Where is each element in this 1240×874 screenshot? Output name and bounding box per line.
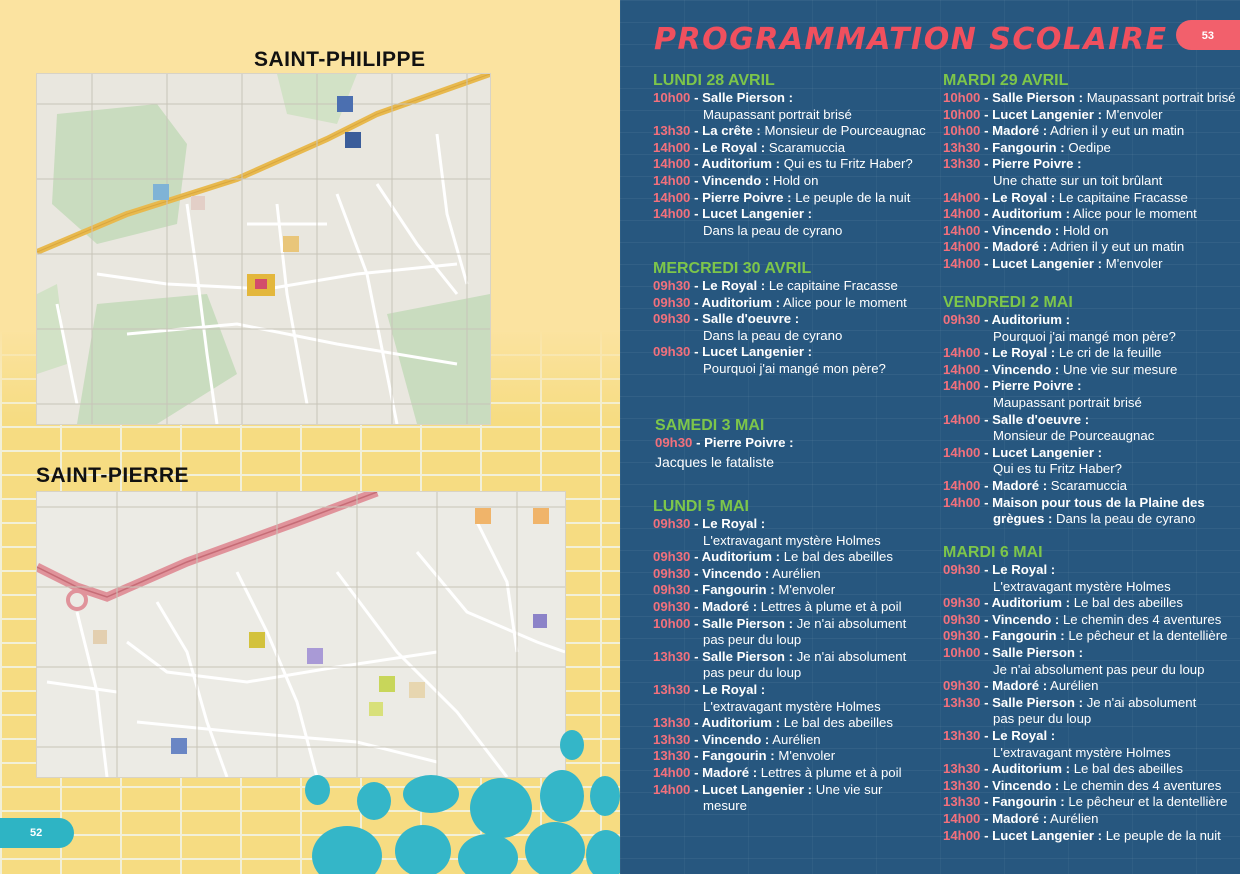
entry-continuation: pas peur du loup (703, 665, 802, 681)
entry-time: 13h30 (653, 123, 691, 139)
entry-continuation: Maupassant portrait brisé (993, 394, 1142, 410)
entry-continuation: Dans la peau de cyrano (703, 222, 843, 238)
entry-time: 13h30 (653, 748, 691, 764)
entry-venue: Fangourin : (702, 582, 775, 598)
entry-venue: Madoré : (992, 123, 1048, 139)
entry-time: 14h00 (943, 477, 981, 493)
day-block (943, 71, 1235, 273)
entry-continuation: Maupassant portrait brisé (703, 106, 852, 122)
entry-title: Scaramuccia (1047, 477, 1127, 493)
entry-title: Une vie sur mesure (1059, 361, 1178, 377)
entry-venue: Auditorium : (701, 294, 781, 310)
entry-continuation: L'extravagant mystère Holmes (703, 698, 881, 714)
entry-title: Hold on (769, 172, 819, 188)
entry-title: Le bal des abeilles (1070, 595, 1183, 611)
entry-time: 09h30 (943, 312, 981, 327)
entry-venue: Vincendo : (992, 777, 1060, 793)
day-heading: MARDI 29 AVRIL (943, 72, 1069, 89)
schedule-entry: 13h30 - Pierre Poivre : Une chatte sur un toit brûlant (943, 156, 1235, 189)
schedule-entry: 14h00 - Vincendo : Une vie sur mesure (943, 361, 1178, 377)
schedule-entry: 13h30 - Salle Pierson : Je n'ai absolument pas peur du loup (653, 649, 945, 682)
entry-venue: Lucet Langenier : (992, 255, 1103, 271)
entry-venue: Madoré : (992, 678, 1048, 694)
entry-venue: Auditorium : (991, 206, 1071, 222)
entry-time: 14h00 (943, 810, 981, 826)
entry-venue: Salle Pierson : (992, 90, 1084, 105)
entry-time: 09h30 (943, 611, 981, 627)
entry-venue: Fangourin : (702, 748, 775, 764)
schedule-entry: 13h30 - Auditorium : Le bal des abeilles (653, 715, 893, 731)
entry-title: Aurélien (769, 731, 821, 747)
decorative-blob (458, 834, 518, 874)
schedule-entry: 10h00 - Salle Pierson : Maupassant portrait brisé (943, 90, 1236, 105)
decorative-blob (470, 778, 532, 838)
schedule-entry: 09h30 - Le Royal : L'extravagant mystère Holmes (653, 516, 945, 549)
entry-venue: Pierre Poivre : (992, 156, 1082, 172)
entry-time: 13h30 (653, 648, 691, 664)
schedule-entry: 14h00 - Madoré : Lettres à plume et à poil (653, 764, 902, 780)
entry-time: 13h30 (943, 139, 981, 155)
schedule-entry: 10h00 - Madoré : Adrien il y eut un matin (943, 123, 1185, 139)
day-block (943, 543, 1235, 844)
schedule-entry: 09h30 - Pierre Poivre : Jacques le fataliste (655, 435, 947, 470)
schedule-entry: 10h00 - Salle Pierson : Je n'ai absolument pas peur du loup (653, 616, 945, 649)
entry-time: 09h30 (943, 595, 981, 611)
entry-venue: La crête : (702, 123, 761, 139)
schedule-entry: 09h30 - Fangourin : Le pêcheur et la dentellière (943, 628, 1228, 644)
entry-venue: Maison pour tous de la Plaine des (992, 494, 1205, 510)
entry-time: 09h30 (653, 344, 691, 360)
entry-venue: Auditorium : (991, 312, 1071, 327)
entry-time: 14h00 (653, 206, 691, 222)
entry-time: 09h30 (653, 549, 691, 565)
entry-venue: Le Royal : (992, 345, 1056, 361)
entry-title: Le bal des abeilles (780, 549, 893, 565)
schedule-entry: 09h30 - Madoré : Aurélien (943, 678, 1099, 694)
schedule-entry: 10h00 - Salle Pierson : Maupassant portrait brisé (653, 90, 945, 123)
entry-venue: Lucet Langenier : (992, 827, 1103, 843)
day-block (653, 497, 945, 815)
entry-time: 09h30 (653, 278, 691, 293)
entry-title: M'envoler (1102, 106, 1163, 122)
schedule-entry: 09h30 - Le Royal : L'extravagant mystère Holmes (943, 562, 1235, 595)
entry-title: Alice pour le moment (780, 294, 907, 310)
entry-venue: Salle Pierson : (702, 615, 794, 631)
map-saint-pierre-drawing (37, 492, 565, 777)
entry-continuation: Pourquoi j'ai mangé mon père? (703, 360, 886, 376)
entry-time: 14h00 (653, 156, 691, 172)
schedule-entry: 13h30 - Le Royal : L'extravagant mystère Holmes (653, 682, 945, 715)
entry-time: 09h30 (943, 562, 981, 577)
schedule-entry: 13h30 - Fangourin : Oedipe (943, 139, 1111, 155)
entry-time: 09h30 (653, 582, 691, 598)
schedule-entry: 14h00 - Vincendo : Hold on (653, 172, 819, 188)
entry-venue: Auditorium : (701, 715, 781, 731)
entry-time: 09h30 (653, 516, 691, 531)
entry-time: 14h00 (943, 222, 981, 238)
entry-venue: Madoré : (702, 598, 758, 614)
schedule-entry: 14h00 - Madoré : Aurélien (943, 810, 1099, 826)
decorative-blob (403, 775, 459, 813)
entry-venue: Le Royal : (702, 516, 766, 531)
schedule-entry: 14h00 - Lucet Langenier : Le peuple de la nuit (943, 827, 1221, 843)
schedule-entry: 14h00 - Auditorium : Alice pour le moment (943, 206, 1197, 222)
entry-continuation: Une chatte sur un toit brûlant (993, 172, 1163, 188)
entry-venue: Pierre Poivre : (702, 189, 792, 205)
schedule-entry: 13h30 - Fangourin : Le pêcheur et la dentellière (943, 794, 1228, 810)
entry-time: 10h00 (943, 123, 981, 139)
entry-continuation: L'extravagant mystère Holmes (703, 532, 881, 548)
entry-title: Le peuple de la nuit (791, 189, 911, 205)
entry-continuation: L'extravagant mystère Holmes (993, 744, 1171, 760)
entry-venue: Lucet Langenier : (992, 106, 1103, 122)
entry-continuation: Jacques le fataliste (655, 453, 775, 470)
entry-time: 13h30 (943, 694, 981, 710)
entry-time: 14h00 (943, 827, 981, 843)
entry-time: 09h30 (655, 435, 693, 450)
entry-title: Le peuple de la nuit (1102, 827, 1221, 843)
entry-venue: Le Royal : (992, 727, 1056, 743)
entry-time: 09h30 (653, 565, 691, 581)
entry-time: 09h30 (653, 598, 691, 614)
entry-venue: Le Royal : (992, 562, 1056, 577)
entry-venue: Vincendo : (702, 565, 770, 581)
day-heading: VENDREDI 2 MAI (943, 294, 1073, 311)
right-page (620, 0, 1240, 874)
entry-title: Adrien il y eut un matin (1047, 123, 1185, 139)
schedule-entry: 14h00 - Madoré : Scaramuccia (943, 477, 1127, 493)
entry-continuation: grègues : Dans la peau de cyrano (993, 511, 1196, 527)
entry-title: Le capitaine Fracasse (765, 278, 898, 293)
entry-venue: Madoré : (992, 477, 1048, 493)
entry-title: Je n'ai absolument (793, 615, 907, 631)
entry-time: 09h30 (943, 628, 981, 644)
map-saint-pierre (36, 491, 566, 778)
entry-time: 10h00 (943, 90, 981, 105)
entry-time: 14h00 (943, 494, 981, 510)
map-saint-philippe (36, 73, 491, 425)
entry-time: 14h00 (653, 781, 691, 797)
entry-time: 13h30 (653, 731, 691, 747)
entry-time: 14h00 (653, 139, 691, 155)
entry-time: 13h30 (653, 715, 691, 731)
entry-venue: Le Royal : (992, 189, 1056, 205)
decorative-blob (395, 825, 451, 874)
entry-time: 14h00 (943, 189, 981, 205)
entry-title: Lettres à plume et à poil (757, 764, 902, 780)
town-title-saint-philippe: SAINT-PHILIPPE (254, 48, 426, 71)
entry-time: 14h00 (943, 444, 981, 460)
day-block (655, 416, 947, 470)
decorative-blob (305, 775, 330, 805)
schedule-entry: 14h00 - Lucet Langenier : Qui es tu Fritz Haber? (943, 445, 1235, 478)
entry-time: 09h30 (653, 311, 691, 327)
schedule-entry: 13h30 - La crête : Monsieur de Pourceaugnac (653, 123, 926, 139)
schedule-entry: 14h00 - Lucet Langenier : M'envoler (943, 255, 1163, 271)
entry-time: 09h30 (653, 294, 691, 310)
day-heading: SAMEDI 3 MAI (655, 417, 765, 434)
entry-title: Le capitaine Fracasse (1055, 189, 1188, 205)
entry-title: M'envoler (774, 582, 836, 598)
schedule-entry: 09h30 - Auditorium : Le bal des abeilles (653, 549, 893, 565)
entry-continuation: pas peur du loup (703, 632, 802, 648)
entry-time: 13h30 (943, 794, 981, 810)
entry-time: 14h00 (943, 345, 981, 361)
entry-venue: Le Royal : (702, 681, 766, 697)
schedule-entry: 13h30 - Le Royal : L'extravagant mystère Holmes (943, 728, 1235, 761)
decorative-blob (525, 822, 585, 874)
entry-continuation: L'extravagant mystère Holmes (993, 578, 1171, 594)
schedule-entry: 14h00 - Vincendo : Hold on (943, 222, 1109, 238)
entry-venue: Auditorium : (701, 549, 781, 565)
entry-venue: Vincendo : (992, 222, 1060, 238)
entry-continuation: Dans la peau de cyrano (703, 327, 843, 343)
entry-time: 14h00 (653, 172, 691, 188)
entry-title: Le cri de la feuille (1055, 345, 1162, 361)
entry-time: 10h00 (653, 90, 691, 105)
entry-venue: Le Royal : (702, 278, 766, 293)
schedule-entry: 14h00 - Le Royal : Le capitaine Fracasse (943, 189, 1188, 205)
entry-time: 10h00 (653, 615, 691, 631)
entry-venue: Lucet Langenier : (992, 444, 1103, 460)
entry-title: Le chemin des 4 aventures (1059, 777, 1222, 793)
entry-time: 10h00 (943, 106, 981, 122)
entry-time: 14h00 (653, 189, 691, 205)
entry-venue: Lucet Langenier : (702, 206, 813, 222)
schedule-entry: 14h00 - Pierre Poivre : Le peuple de la nuit (653, 189, 911, 205)
entry-continuation: mesure (703, 798, 747, 814)
entry-time: 14h00 (943, 361, 981, 377)
entry-venue: Salle Pierson : (702, 648, 794, 664)
entry-continuation: Qui es tu Fritz Haber? (993, 461, 1122, 477)
schedule-entry: 09h30 - Auditorium : Le bal des abeilles (943, 595, 1183, 611)
page-number-right: 53 (1201, 30, 1214, 42)
entry-venue: Pierre Poivre : (992, 378, 1082, 394)
entry-title: Lettres à plume et à poil (757, 598, 902, 614)
schedule-entry: 09h30 - Fangourin : M'envoler (653, 582, 836, 598)
page-number-left: 52 (30, 827, 43, 839)
schedule-entry: 14h00 - Le Royal : Scaramuccia (653, 139, 846, 155)
entry-venue: Salle Pierson : (702, 90, 794, 105)
schedule-entry: 10h00 - Salle Pierson : Je n'ai absolument pas peur du loup (943, 645, 1235, 678)
entry-time: 13h30 (943, 777, 981, 793)
entry-title: Oedipe (1064, 139, 1111, 155)
schedule-entry: 13h30 - Auditorium : Le bal des abeilles (943, 761, 1183, 777)
entry-title: Adrien il y eut un matin (1047, 239, 1185, 255)
schedule-entry: 09h30 - Vincendo : Le chemin des 4 aventures (943, 611, 1222, 627)
schedule-entry: 14h00 - Madoré : Adrien il y eut un matin (943, 239, 1185, 255)
schedule-entry: 14h00 - Lucet Langenier : Une vie sur mesure (653, 782, 945, 815)
entry-title: Une vie sur (812, 781, 883, 797)
entry-venue: Madoré : (992, 810, 1048, 826)
schedule-entry: 14h00 - Lucet Langenier : Dans la peau de cyrano (653, 206, 945, 239)
schedule-entry: 13h30 - Salle Pierson : Je n'ai absolument pas peur du loup (943, 695, 1235, 728)
schedule-entry: 09h30 - Salle d'oeuvre : Dans la peau de cyrano (653, 311, 945, 344)
schedule-entry: 13h30 - Vincendo : Le chemin des 4 aventures (943, 777, 1222, 793)
schedule-entry: 13h30 - Fangourin : M'envoler (653, 748, 836, 764)
entry-venue: Lucet Langenier : (702, 781, 813, 797)
entry-title: Scaramuccia (765, 139, 846, 155)
schedule-entry: 09h30 - Madoré : Lettres à plume et à poil (653, 598, 902, 614)
schedule-entry: 14h00 - Auditorium : Qui es tu Fritz Haber? (653, 156, 913, 172)
day-block (653, 71, 945, 239)
entry-venue: Fangourin : (992, 628, 1065, 644)
entry-venue: Salle d'oeuvre : (992, 411, 1090, 427)
decorative-blob (586, 830, 620, 874)
map-saint-philippe-drawing (37, 74, 490, 424)
entry-continuation: Je n'ai absolument pas peur du loup (993, 661, 1205, 677)
entry-time: 14h00 (943, 206, 981, 222)
decorative-blob (560, 730, 584, 760)
entry-continuation: Monsieur de Pourceaugnac (993, 428, 1155, 444)
entry-title: Qui es tu Fritz Haber? (780, 156, 913, 172)
schedule-entry: 14h00 - Pierre Poivre : Maupassant portrait brisé (943, 378, 1235, 411)
day-heading: MARDI 6 MAI (943, 544, 1043, 561)
entry-time: 14h00 (943, 378, 981, 394)
entry-title: Aurélien (1047, 810, 1099, 826)
entry-title: Le bal des abeilles (1070, 761, 1183, 777)
entry-venue: Pierre Poivre : (704, 435, 794, 450)
decorative-blob (357, 782, 391, 820)
schedule-entry: 14h00 - Maison pour tous de la Plaine des grègues : Dans la peau de cyrano (943, 495, 1235, 528)
entry-time: 13h30 (653, 681, 691, 697)
day-heading: MERCREDI 30 AVRIL (653, 260, 812, 277)
entry-venue: Lucet Langenier : (702, 344, 813, 360)
entry-continuation: pas peur du loup (993, 711, 1092, 727)
schedule-entry: 14h00 - Salle d'oeuvre : Monsieur de Pourceaugnac (943, 412, 1235, 445)
entry-venue: Le Royal : (702, 139, 766, 155)
entry-venue: Madoré : (702, 764, 758, 780)
entry-title: Le pêcheur et la dentellière (1064, 628, 1228, 644)
entry-title: Le chemin des 4 aventures (1059, 611, 1222, 627)
entry-time: 14h00 (943, 255, 981, 271)
entry-title: Maupassant portrait brisé (1083, 90, 1236, 105)
entry-title: Aurélien (769, 565, 821, 581)
entry-venue: Vincendo : (992, 611, 1060, 627)
entry-time: 13h30 (943, 727, 981, 743)
entry-venue: Fangourin : (992, 794, 1065, 810)
entry-title: Hold on (1059, 222, 1109, 238)
entry-title: Je n'ai absolument (793, 648, 907, 664)
entry-time: 09h30 (943, 678, 981, 694)
entry-title: M'envoler (774, 748, 836, 764)
town-title-saint-pierre: SAINT-PIERRE (36, 464, 190, 487)
decorative-blob (540, 770, 584, 822)
entry-venue: Madoré : (992, 239, 1048, 255)
entry-continuation: Pourquoi j'ai mangé mon père? (993, 328, 1176, 344)
day-heading: LUNDI 5 MAI (653, 498, 749, 515)
entry-venue: Salle d'oeuvre : (702, 311, 800, 327)
day-block (943, 293, 1235, 528)
entry-title: Alice pour le moment (1070, 206, 1197, 222)
schedule-entry: 09h30 - Auditorium : Alice pour le moment (653, 294, 907, 310)
entry-title: Aurélien (1047, 678, 1099, 694)
entry-time: 10h00 (943, 644, 981, 660)
decorative-blob (590, 776, 620, 816)
entry-venue: Vincendo : (992, 361, 1060, 377)
entry-time: 14h00 (943, 239, 981, 255)
entry-time: 14h00 (943, 411, 981, 427)
entry-time: 14h00 (653, 764, 691, 780)
entry-venue: Auditorium : (991, 761, 1071, 777)
schedule-entry: 09h30 - Lucet Langenier : Pourquoi j'ai mangé mon père? (653, 344, 945, 377)
schedule-entry: 14h00 - Le Royal : Le cri de la feuille (943, 345, 1162, 361)
schedule-entry: 09h30 - Auditorium : Pourquoi j'ai mangé mon père? (943, 312, 1235, 345)
schedule-entry: 09h30 - Le Royal : Le capitaine Fracasse (653, 278, 898, 293)
entry-time: 13h30 (943, 761, 981, 777)
entry-venue: Vincendo : (702, 172, 770, 188)
schedule-entry: 10h00 - Lucet Langenier : M'envoler (943, 106, 1163, 122)
entry-venue: Salle Pierson : (992, 694, 1084, 710)
day-block (653, 259, 945, 378)
entry-title: Le pêcheur et la dentellière (1064, 794, 1228, 810)
entry-venue: Vincendo : (702, 731, 770, 747)
entry-title: Je n'ai absolument (1083, 694, 1197, 710)
entry-venue: Fangourin : (992, 139, 1065, 155)
entry-venue: Auditorium : (991, 595, 1071, 611)
entry-venue: Auditorium : (701, 156, 781, 172)
entry-venue: Salle Pierson : (992, 644, 1084, 660)
entry-title: M'envoler (1102, 255, 1163, 271)
schedule-entry: 09h30 - Vincendo : Aurélien (653, 565, 821, 581)
entry-title: Monsieur de Pourceaugnac (760, 123, 926, 139)
day-heading: LUNDI 28 AVRIL (653, 72, 775, 89)
entry-time: 13h30 (943, 156, 981, 172)
schedule-entry: 13h30 - Vincendo : Aurélien (653, 731, 821, 747)
entry-title: Le bal des abeilles (780, 715, 893, 731)
page-title: PROGRAMMATION SCOLAIRE (654, 22, 1168, 57)
